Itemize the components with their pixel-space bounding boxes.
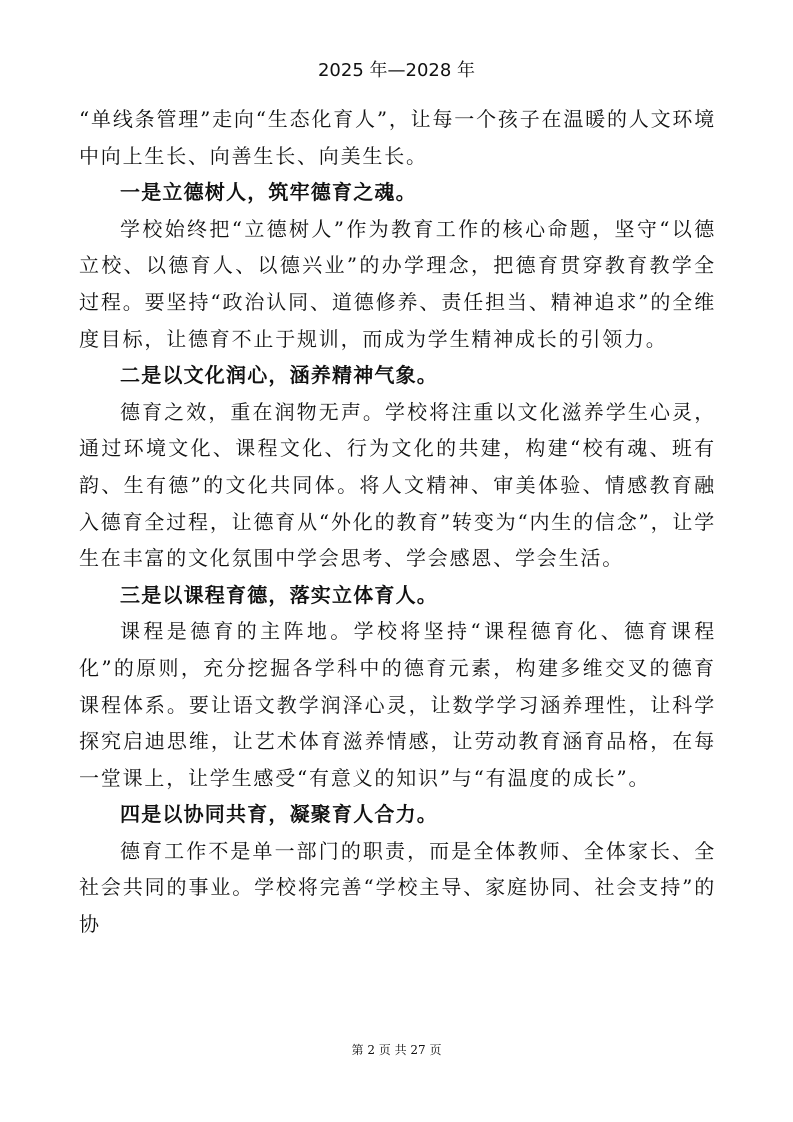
header-title: 2025 年—2028 年 — [317, 60, 476, 81]
section-heading: 四是以协同共育，凝聚育人合力。 — [120, 802, 438, 827]
body-paragraph: 课程是德育的主阵地。学校将坚持“课程德育化、德育课程化”的原则，充分挖掘各学科中的德育元素，构建多维交叉的德育课程体系。要让语文教学润泽心灵，让数学学习涵养理性，让科学探究启迪思维，让艺术体育滋养情感，让劳动教育涵育品格，在每一堂课上，让学生感受“有意义的知识”与“有温度的成长”。 — [79, 619, 716, 790]
section-heading: 一是立德树人，筑牢德育之魂。 — [120, 180, 417, 205]
section-heading: 三是以课程育德，落实立体育人。 — [120, 582, 438, 607]
page-header — [0, 58, 793, 84]
body-paragraph: 学校始终把“立德树人”作为教育工作的核心命题，坚守“以德立校、以德育人、以德兴业”的办学理念，把德育贯穿教育教学全过程。要坚持“政治认同、道德修养、责任担当、精神追求”的全维度目标，让德育不止于规训，而成为学生精神成长的引领力。 — [79, 216, 716, 351]
section-heading: 二是以文化润心，涵养精神气象。 — [120, 363, 438, 388]
body-paragraph: “单线条管理”走向“生态化育人”，让每一个孩子在温暖的人文环境中向上生长、向善生长、向美生长。 — [79, 107, 716, 168]
body-paragraph: 德育之效，重在润物无声。学校将注重以文化滋养学生心灵，通过环境文化、课程文化、行为文化的共建，构建“校有魂、班有韵、生有德”的文化共同体。将人文精神、审美体验、情感教育融入德育全过程，让德育从“外化的教育”转变为“内生的信念”，让学生在丰富的文化氛围中学会思考、学会感恩、学会生活。 — [79, 399, 716, 571]
body-paragraph: 德育工作不是单一部门的职责，而是全体教师、全体家长、全社会共同的事业。学校将完善“学校主导、家庭协同、社会支持”的协 — [79, 838, 716, 937]
page-number: 第 2 页 共 27 页 — [351, 1043, 442, 1057]
document-body — [79, 101, 716, 943]
page-footer — [0, 1042, 793, 1058]
